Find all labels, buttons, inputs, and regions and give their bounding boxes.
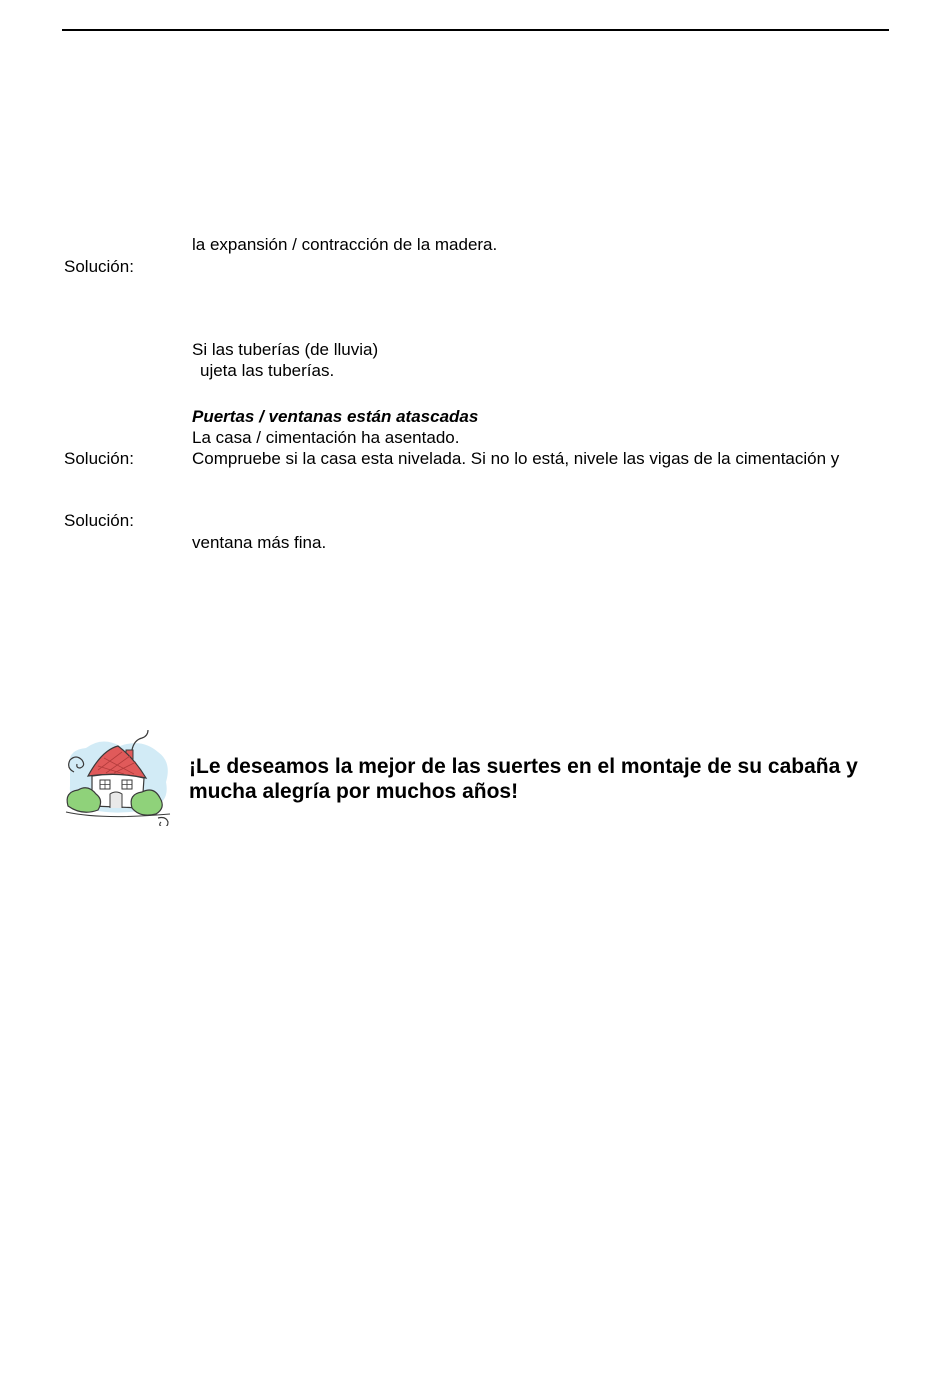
text-line-house-settled: La casa / cimentación ha asentado. [192,428,460,447]
header-rule [62,29,889,31]
solution-label-2: Solución: [64,449,134,468]
closing-message [189,754,858,804]
house-clipart-icon [62,728,174,826]
solution-label-1: Solución: [64,257,134,276]
section-heading-doors-windows: Puertas / ventanas están atascadas [192,407,479,426]
text-line-thinner-window: ventana más fina. [192,533,327,552]
closing-line-2: mucha alegría por muchos años! [189,780,519,803]
text-line-check-level: Compruebe si la casa esta nivelada. Si no lo está, nivele las vigas de la cimentación y [192,449,840,468]
text-line-wood-expansion: la expansión / contracción de la madera. [192,235,498,254]
solution-label-3: Solución: [64,511,134,530]
text-line-pipes: Si las tuberías (de lluvia) [192,340,379,359]
text-line-fasten-pipes: ujeta las tuberías. [200,361,335,380]
closing-line-1: ¡Le deseamos la mejor de las suertes en el montaje de su cabaña y [189,755,858,778]
